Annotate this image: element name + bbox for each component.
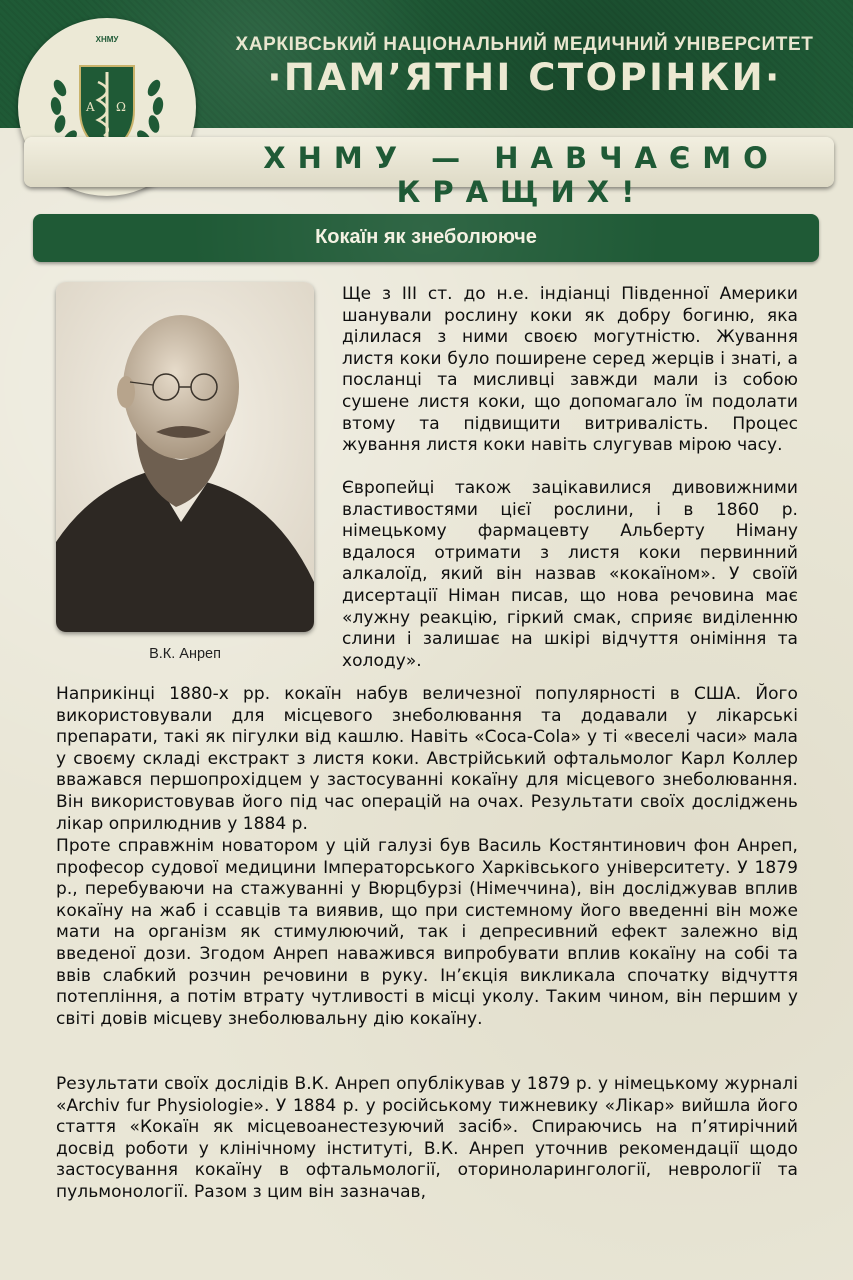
logo-top-text: ХНМУ (95, 35, 119, 44)
slogan-text: ХНМУ — НАВЧАЄМО КРАЩИХ! (263, 141, 780, 209)
portrait-photo (56, 282, 314, 632)
article-paragraph: Результати своїх дослідів В.К. Анреп опублікував у 1879 р. у німецькому журналі «Archiv fur Physiologie». У 1884 р. у російському тижневику «Лікар» вийшла його стаття «Кокаїн як місцевоанестезуючий засіб». Спираючись на п’ятирічний досвід роботи у клінічному інституті, В.К. Анреп уточнив рекомендації щодо застосування кокаїну в офтальмології, оториноларингології, неврології та пульмонології. Разом з цим він зазначав, (56, 1074, 798, 1202)
article-paragraph: Ще з III ст. до н.е. індіанці Південної Америки шанували рослину коки як добру богиню, яка ділилася з ними своєю могутністю. Жування листя коки було поширене серед жерців і знаті, а посланці та мисливці завжди мали із собою сушене листя коки, що допомагало їм подолати втому та підвищити витривалість. Процес жування листя коки навіть слугував мірою часу. (342, 284, 798, 456)
series-title: ·ПАМ’ЯТНІ СТОРІНКИ· (267, 56, 782, 99)
article-paragraph: Наприкінці 1880-х рр. кокаїн набув величезної популярності в США. Його використовували для місцевого знеболювання та додавали у лікарські препарати, такі як пігулки від кашлю. Навіть «Coca-Cola» у ті «веселі часи» мала у своєму складі екстракт з листя коки. Австрійський офтальмолог Карл Коллер вважався першопрохідцем у застосуванні кокаїну для місцевого знеболювання. Він використовував його під час операцій на очах. Результати своїх досліджень лікар оприлюднив у 1884 р. (56, 684, 798, 834)
article-title: Кокаїн як знеболююче (315, 226, 537, 248)
portrait-man-icon (56, 282, 314, 632)
article-paragraph: Європейці також зацікавилися дивовижними властивостями цієї рослини, і в 1860 р. німецькому фармацевту Альберту Німану вдалося отримати з листя коки первинний алкалоїд, який він назвав «кокаїном». У своїй дисертації Німан писав, що нова речовина має «лужну реакцію, гіркий смак, сприяє виділенню слини і залишає на шкірі відчуття оніміння та холоду». (342, 478, 798, 671)
photo-caption: В.К. Анреп (149, 646, 221, 662)
logo-alpha: Α (86, 100, 95, 114)
university-name: ХАРКІВСЬКИЙ НАЦІОНАЛЬНИЙ МЕДИЧНИЙ УНІВЕРСИТЕТ (235, 34, 814, 55)
logo-omega: Ω (116, 100, 126, 114)
article-paragraph: Проте справжнім новатором у цій галузі був Василь Костянтинович фон Анреп, професор судової медицини Імператорського Харківського університету. У 1879 р., перебуваючи на стажуванні у Вюрцбурзі (Німеччина), він досліджував вплив кокаїну на жаб і ссавців та виявив, що при системному його введенні він може мати на організм як стимулюючий, так і депресивний ефект залежно від введеної дози. Згодом Анреп наважився випробувати вплив кокаїну на собі та ввів слабкий розчин речовини в руку. Ін’єкція викликала спочатку відчуття потепління, а потім втрату чутливості в місці уколу. Таким чином, він першим у світі довів місцеву знеболювальну дію кокаїну. (56, 836, 798, 1029)
